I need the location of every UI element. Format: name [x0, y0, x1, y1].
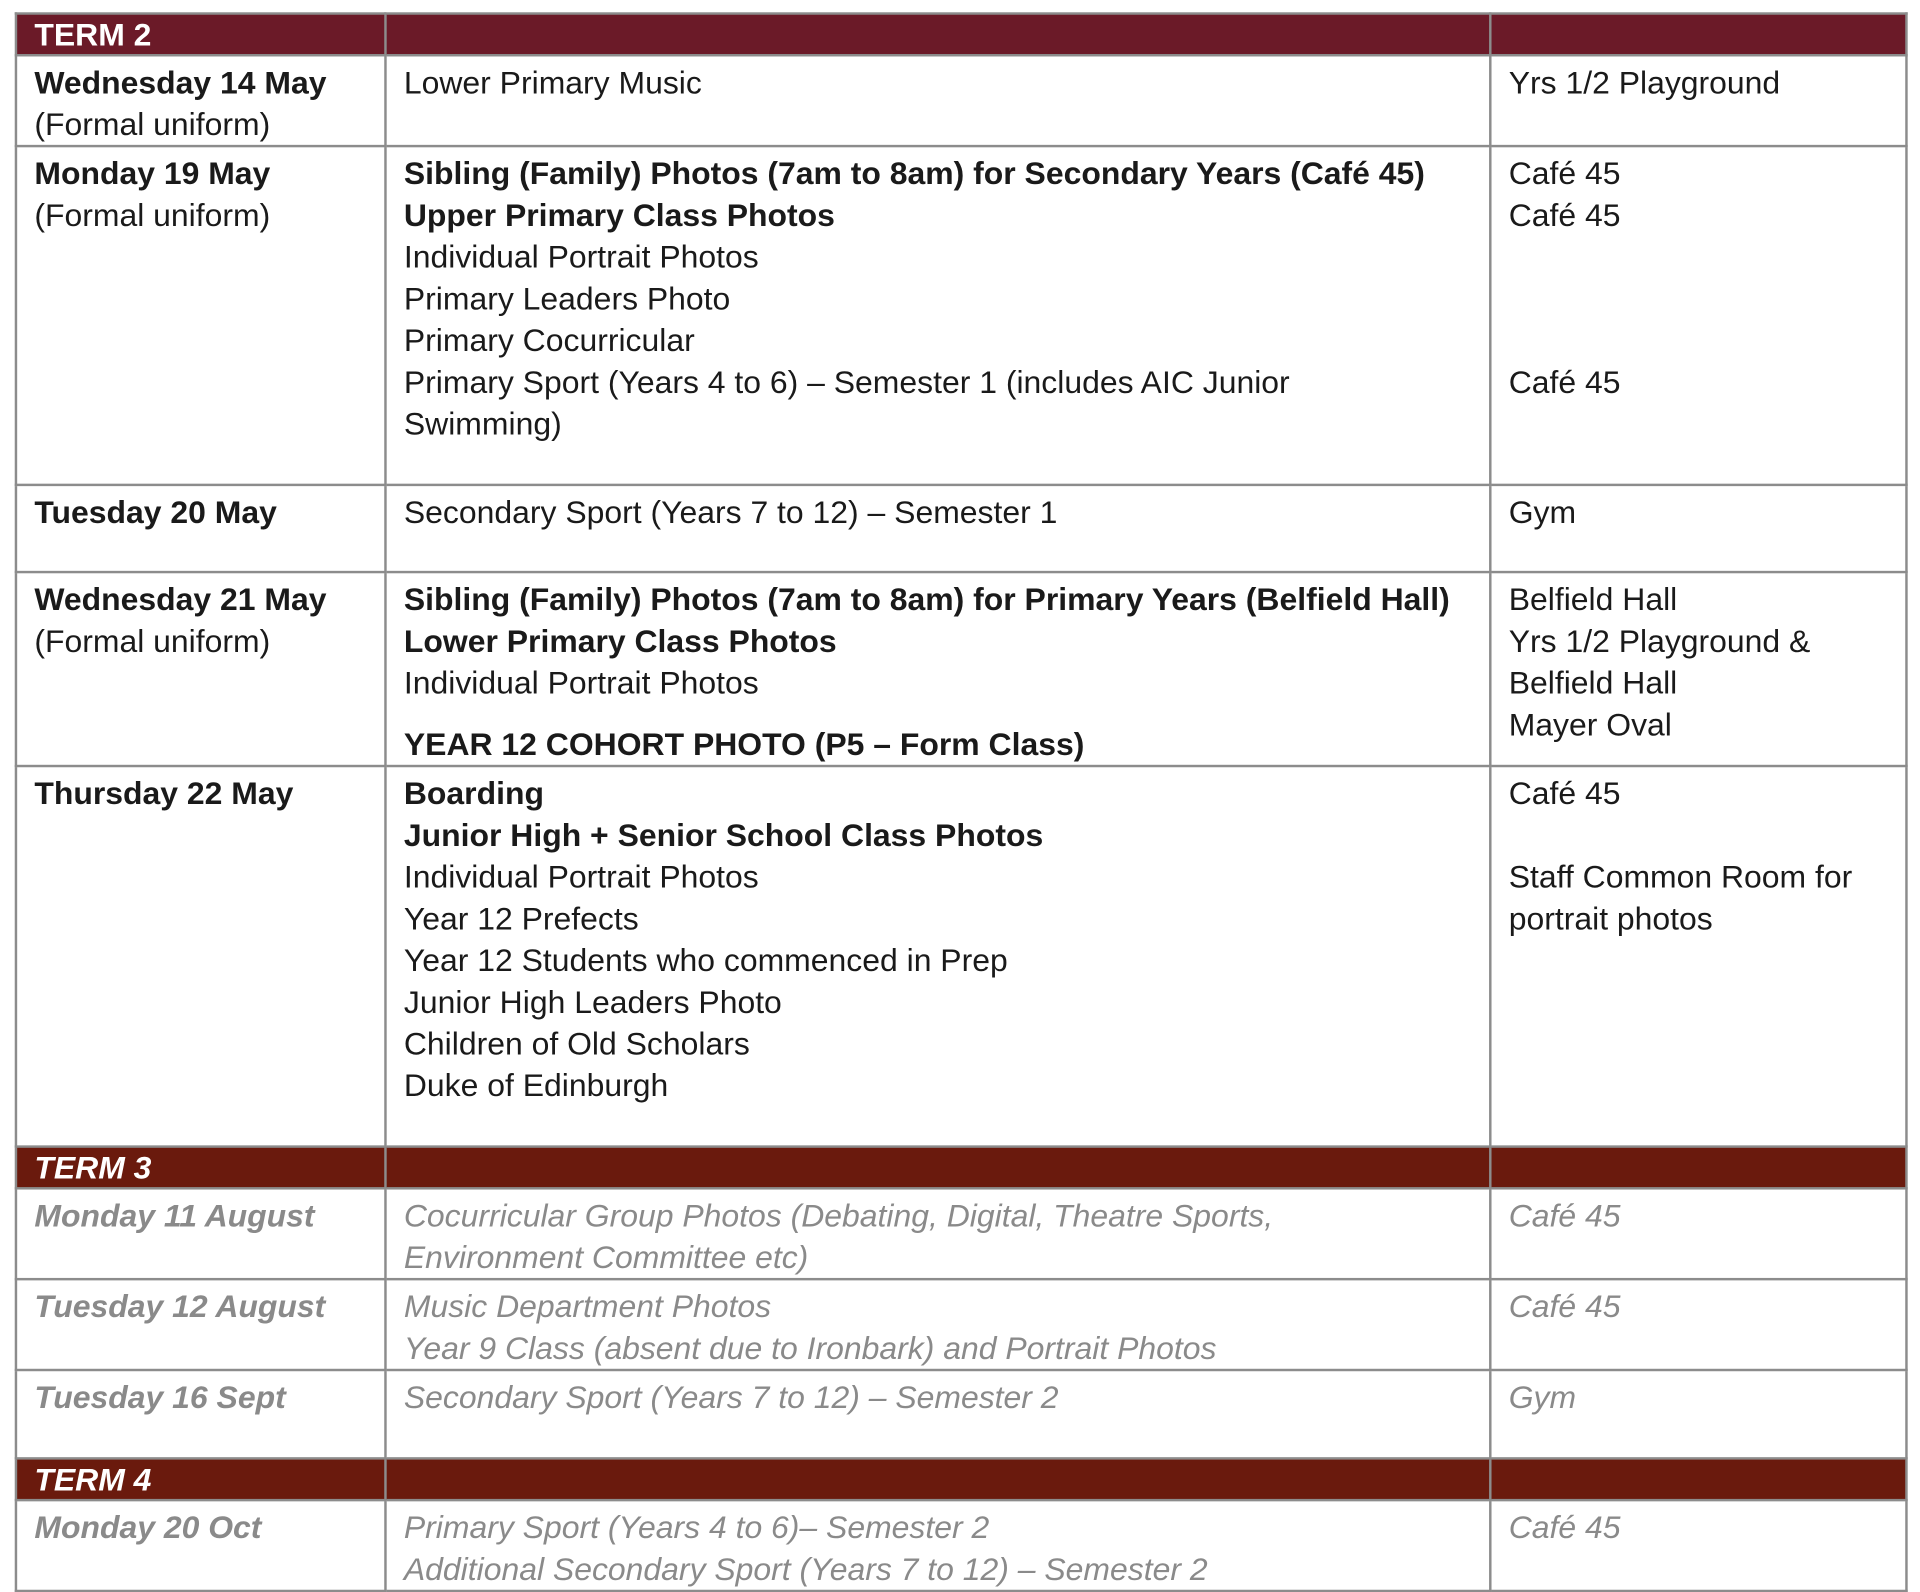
activity-cell: [385, 766, 1490, 1147]
term-header-row: [16, 14, 1907, 56]
term-header-cell: [16, 1147, 386, 1189]
location-cell: [1490, 766, 1906, 1147]
activity-item: Cocurricular Group Photos (Debating, Digital, Theatre Sports, Environment Committee etc): [403, 1196, 1274, 1276]
schedule-row: [16, 146, 1907, 485]
activity-cell: [385, 1188, 1490, 1279]
location-item: Belfield Hall: [1508, 580, 1678, 618]
activity-item: Lower Primary Class Photos: [403, 622, 837, 660]
schedule-row: [16, 1188, 1907, 1279]
activity-item: Primary Cocurricular: [403, 321, 695, 359]
schedule-row: [16, 572, 1907, 766]
activity-item: Secondary Sport (Years 7 to 12) – Semester 1: [403, 493, 1058, 531]
date-label: Monday 20 Oct: [34, 1508, 262, 1546]
activity-item: Upper Primary Class Photos: [403, 196, 835, 234]
location-cell: [1490, 1370, 1906, 1458]
activity-item: Additional Secondary Sport (Years 7 to 12) – Semester 2: [403, 1550, 1208, 1588]
term-header-blank: [1490, 1458, 1906, 1500]
activity-item: Sibling (Family) Photos (7am to 8am) for Primary Years (Belfield Hall): [403, 580, 1450, 618]
activity-item: Primary Sport (Years 4 to 6)– Semester 2: [403, 1508, 990, 1546]
location-cell: [1490, 1500, 1906, 1591]
location-cell: [1490, 55, 1906, 146]
schedule-table: [15, 12, 1908, 1592]
uniform-note: (Formal uniform): [34, 622, 271, 660]
activity-item: Sibling (Family) Photos (7am to 8am) for Secondary Years (Café 45): [403, 154, 1425, 192]
location-item: Café 45: [1508, 1287, 1621, 1325]
date-cell: [16, 485, 386, 572]
location-cell: [1490, 485, 1906, 572]
date-label: Monday 11 August: [34, 1196, 315, 1234]
date-cell: [16, 1188, 386, 1279]
term-label: TERM 3: [34, 1149, 152, 1186]
location-cell: [1490, 572, 1906, 766]
schedule-row: [16, 1370, 1907, 1458]
date-label: Wednesday 14 May: [34, 63, 327, 101]
location-cell: [1490, 1188, 1906, 1279]
term-header-cell: [16, 14, 386, 56]
activity-item: Primary Leaders Photo: [403, 279, 731, 317]
activity-item: Children of Old Scholars: [403, 1025, 750, 1062]
term-label: TERM 2: [34, 15, 152, 53]
term-header-blank: [1490, 1147, 1906, 1189]
schedule-row: [16, 55, 1907, 146]
location-item: Mayer Oval: [1508, 705, 1672, 743]
schedule-row: [16, 485, 1907, 572]
date-label: Monday 19 May: [34, 154, 271, 192]
location-item: Café 45: [1508, 774, 1621, 812]
activity-cell: [385, 1370, 1490, 1458]
location-item: Belfield Hall: [1508, 664, 1678, 701]
activity-item: Junior High + Senior School Class Photos: [403, 816, 1044, 854]
term-header-blank: [385, 1458, 1490, 1500]
location-item: Gym: [1508, 1378, 1577, 1416]
location-item: Gym: [1508, 493, 1577, 531]
location-item: portrait photos: [1508, 899, 1713, 937]
location-cell: [1490, 1279, 1906, 1370]
activity-item: Individual Portrait Photos: [403, 858, 759, 895]
uniform-note: (Formal uniform): [34, 196, 271, 234]
date-label: Tuesday 16 Sept: [34, 1378, 286, 1416]
date-cell: [16, 146, 386, 485]
activity-cell: [385, 1279, 1490, 1370]
date-cell: [16, 572, 386, 766]
activity-cell: [385, 55, 1490, 146]
term-header-blank: [1490, 14, 1906, 56]
activity-item: Music Department Photos: [403, 1287, 772, 1325]
location-item: Yrs 1/2 Playground: [1508, 63, 1781, 101]
location-item: Café 45: [1508, 1196, 1621, 1234]
date-cell: [16, 1279, 386, 1370]
schedule-row: [16, 766, 1907, 1147]
activity-cell: [385, 485, 1490, 572]
date-label: Tuesday 12 August: [34, 1287, 326, 1325]
location-item: Café 45: [1508, 154, 1621, 192]
activity-item: Boarding: [403, 774, 544, 812]
term-header-row: [16, 1147, 1907, 1189]
activity-item: Year 12 Prefects: [403, 899, 639, 937]
date-label: Thursday 22 May: [34, 774, 294, 812]
activity-item: Lower Primary Music: [403, 63, 702, 101]
schedule-row: [16, 1500, 1907, 1591]
term-header-row: [16, 1458, 1907, 1500]
location-cell: [1490, 146, 1906, 485]
date-label: Tuesday 20 May: [34, 493, 277, 531]
activity-item: YEAR 12 COHORT PHOTO (P5 – Form Class): [403, 725, 1085, 763]
location-item: Yrs 1/2 Playground &: [1508, 622, 1811, 660]
date-cell: [16, 55, 386, 146]
activity-cell: [385, 1500, 1490, 1591]
term-header-blank: [385, 14, 1490, 56]
date-cell: [16, 1370, 386, 1458]
activity-item: Primary Sport (Years 4 to 6) – Semester 1 (includes AIC Junior Swimming): [403, 363, 1290, 442]
date-cell: [16, 766, 386, 1147]
activity-item: Year 9 Class (absent due to Ironbark) and Portrait Photos: [403, 1329, 1217, 1367]
location-item: Café 45: [1508, 196, 1621, 234]
activity-cell: [385, 572, 1490, 766]
location-item: Staff Common Room for: [1508, 858, 1853, 895]
date-label: Wednesday 21 May: [34, 580, 327, 618]
term-header-cell: [16, 1458, 386, 1500]
location-item: Café 45: [1508, 363, 1621, 401]
schedule-row: [16, 1279, 1907, 1370]
activity-item: Year 12 Students who commenced in Prep: [403, 941, 1008, 979]
location-item: Café 45: [1508, 1508, 1621, 1546]
activity-item: Duke of Edinburgh: [403, 1066, 669, 1104]
uniform-note: (Formal uniform): [34, 105, 271, 143]
activity-item: Individual Portrait Photos: [403, 664, 759, 701]
term-header-blank: [385, 1147, 1490, 1189]
activity-item: Junior High Leaders Photo: [403, 983, 782, 1021]
term-label: TERM 4: [34, 1460, 152, 1498]
activity-cell: [385, 146, 1490, 485]
date-cell: [16, 1500, 386, 1591]
activity-item: Secondary Sport (Years 7 to 12) – Semester 2: [403, 1378, 1059, 1416]
activity-item: Individual Portrait Photos: [403, 238, 759, 275]
